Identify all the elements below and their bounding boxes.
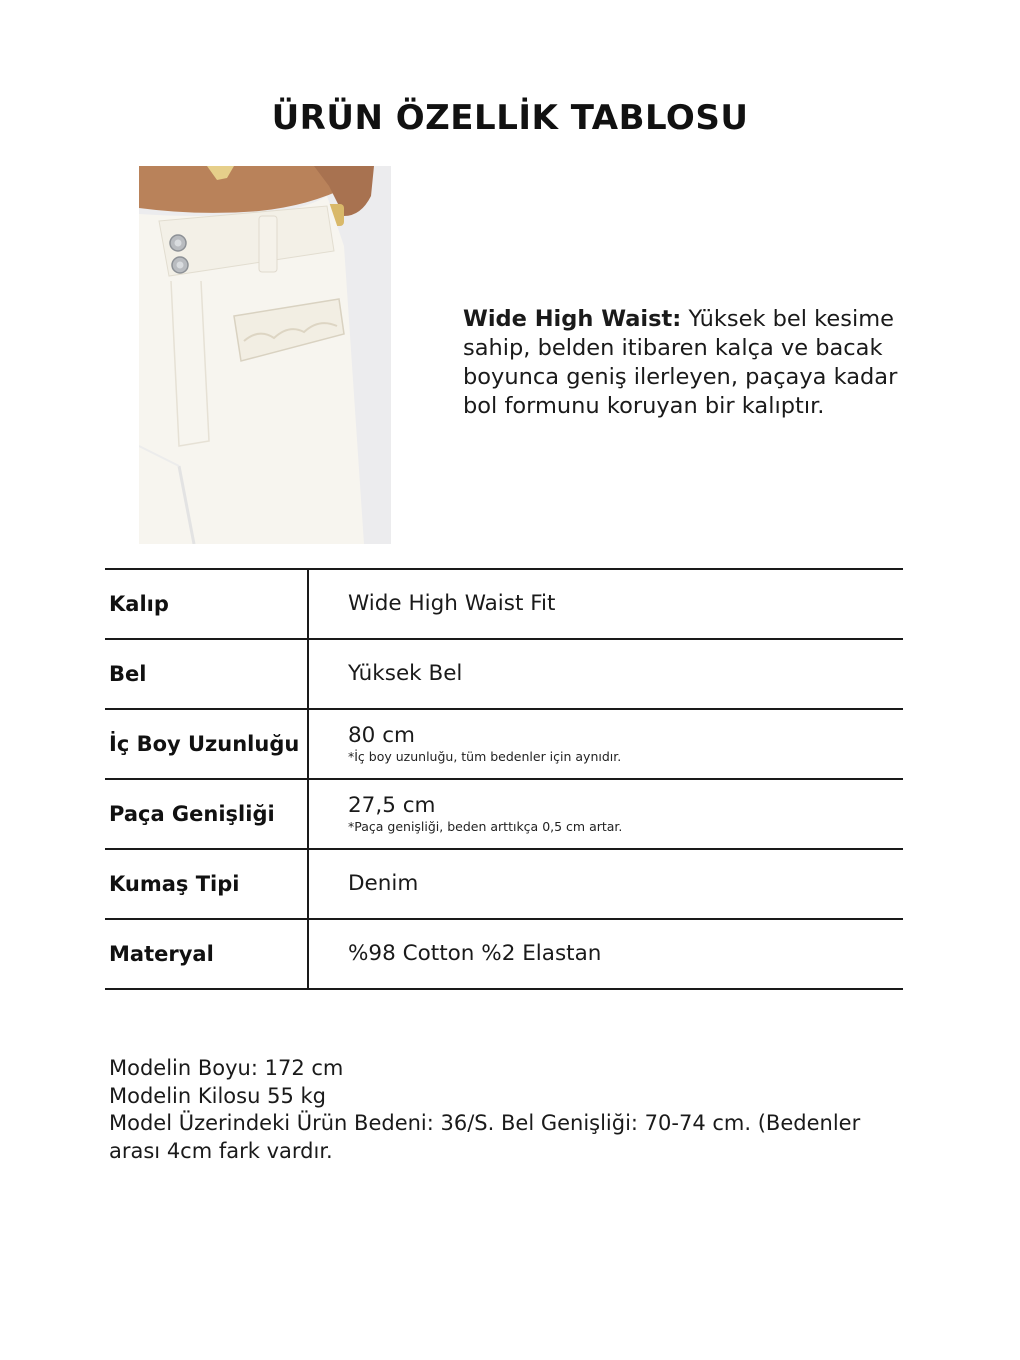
spec-value-cell (348, 640, 903, 708)
spec-row-kalip (105, 570, 903, 640)
fit-description-lead: Wide High Waist: (463, 306, 682, 332)
spec-table (105, 568, 903, 990)
spec-label: Kalıp (109, 592, 169, 616)
model-weight: Modelin Kilosu 55 kg (109, 1083, 326, 1108)
spec-value-cell (348, 780, 903, 848)
spec-value-cell (348, 570, 903, 638)
spec-value-cell (348, 920, 903, 988)
column-divider (307, 780, 309, 850)
spec-row-ic-boy (105, 710, 903, 780)
spec-label: Bel (109, 662, 147, 686)
column-divider (307, 640, 309, 710)
product-photo (139, 166, 391, 544)
spec-value-cell (348, 710, 903, 778)
spec-value: %98 Cotton %2 Elastan (348, 941, 602, 966)
spec-label: Materyal (109, 942, 214, 966)
spec-note: *Paça genişliği, beden arttıkça 0,5 cm artar. (348, 819, 623, 834)
spec-row-bel (105, 640, 903, 710)
spec-row-kumas (105, 850, 903, 920)
fit-description (463, 305, 933, 421)
spec-value: Yüksek Bel (348, 661, 463, 686)
column-divider (307, 920, 309, 990)
spec-note: *İç boy uzunluğu, tüm bedenler için aynıdır. (348, 749, 622, 764)
model-height: Modelin Boyu: 172 cm (109, 1056, 344, 1080)
spec-label: Kumaş Tipi (109, 872, 240, 896)
spec-row-paca (105, 780, 903, 850)
fit-description-text: Yüksek bel kesime sahip, belden itibaren kalça ve bacak boyunca geniş ilerleyen, paçaya kadar bol formunu koruyan bir kalıptır. (463, 306, 898, 419)
spec-value: 80 cm (348, 723, 415, 748)
column-divider (307, 710, 309, 780)
spec-value-cell (348, 850, 903, 918)
spec-label: Paça Genişliği (109, 802, 275, 826)
column-divider (307, 570, 309, 640)
model-size: Model Üzerindeki Ürün Bedeni: 36/S. Bel Genişliği: 70-74 cm. (Bedenler (109, 1111, 861, 1135)
column-divider (307, 850, 309, 920)
page-title: ÜRÜN ÖZELLİK TABLOSU (271, 98, 749, 138)
spec-value: Wide High Waist Fit (348, 591, 556, 616)
model-size-note: arası 4cm fark vardır. (109, 1138, 333, 1163)
spec-value: 27,5 cm (348, 793, 436, 818)
spec-label: İç Boy Uzunluğu (109, 732, 300, 756)
model-info (109, 1055, 909, 1165)
spec-row-materyal (105, 920, 903, 990)
spec-value: Denim (348, 871, 419, 896)
